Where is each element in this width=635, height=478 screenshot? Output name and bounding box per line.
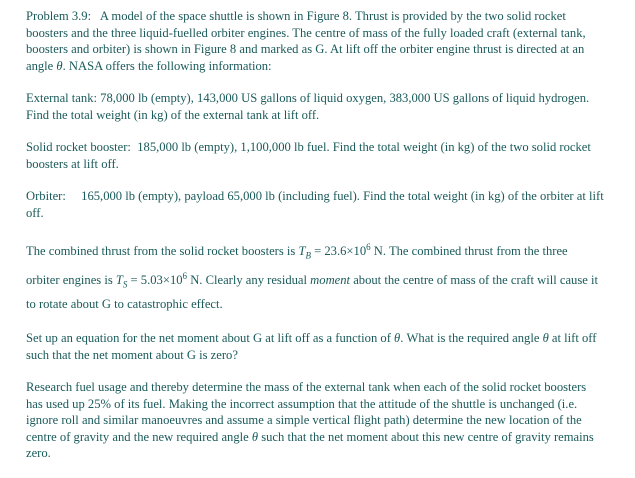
external-tank-text: 78,000 lb (empty), 143,000 US gallons of liquid oxygen, 383,000 US gallons of liquid hydrogen. Find the total weight (in kg) of the external tank at lift off. [26, 91, 590, 122]
problem-intro-end: . NASA offers the following information: [62, 58, 272, 73]
orbiter-paragraph [26, 188, 604, 221]
research-paragraph: Research fuel usage and thereby determine the mass of the external tank when each of the solid rocket boosters has used up 25% of its fuel. Making the incorrect assumption that the attitude of the shuttle is unchanged (i.e. ignore roll and similar manoeuvres and assume a simple vertical flight path) determine the new location of the centre of gravity and the new required angle θ such that the net moment about this new centre of gravity remains zero. [26, 380, 594, 461]
booster-text: 185,000 lb (empty), 1,100,000 lb fuel. Find the total weight (in kg) of the two solid rocket boosters at lift off. [26, 140, 591, 171]
external-tank-paragraph [26, 90, 604, 123]
theta-symbol: θ [251, 429, 259, 444]
thrust-text-3: . Clearly any residual [199, 272, 311, 287]
theta-symbol: θ [394, 331, 401, 346]
thrust-paragraph [26, 237, 604, 314]
theta-symbol: θ [542, 331, 549, 346]
problem-intro [26, 8, 604, 74]
orbiter-thrust-equation: $T_S = 5.03\times 10^6$ N [115, 270, 200, 290]
external-tank-label: External tank: [26, 91, 97, 105]
setup-paragraph: Set up an equation for the net moment about G at lift off as a function of θ. What is the required angle θ at lift off such that the net moment about G is zero? [26, 331, 597, 362]
booster-thrust-equation: $T_B = 23.6\times 10^6$ N [298, 242, 383, 261]
problem-intro-text: A model of the space shuttle is shown in Figure 8. Thrust is provided by the two solid rocket boosters and the three liquid-fuelled orbiter engines. The centre of mass of the fully loaded craft (external tank, boosters and orbiter) is shown in Figure 8 and marked as G. At lift off the orbiter engine thrust is directed at an angle [26, 9, 586, 73]
problem-document [26, 8, 604, 462]
moment-term: moment [310, 272, 351, 287]
orbiter-text: 165,000 lb (empty), payload 65,000 lb (including fuel). Find the total weight (in kg) of the orbiter at lift off. [26, 189, 604, 220]
orbiter-label: Orbiter: [26, 189, 66, 203]
thrust-text-1: The combined thrust from the solid rocket boosters is [26, 244, 299, 259]
booster-paragraph [26, 139, 604, 172]
booster-label: Solid rocket booster: [26, 140, 131, 154]
thrust-text-2: . The combined thrust from the three orbiter engines is [26, 244, 568, 287]
thrust-text-4: about the centre of mass of the craft will cause it to rotate about G to catastrophic effect. [26, 272, 598, 312]
problem-heading: Problem 3.9: [26, 9, 92, 23]
theta-symbol: θ [56, 58, 63, 73]
